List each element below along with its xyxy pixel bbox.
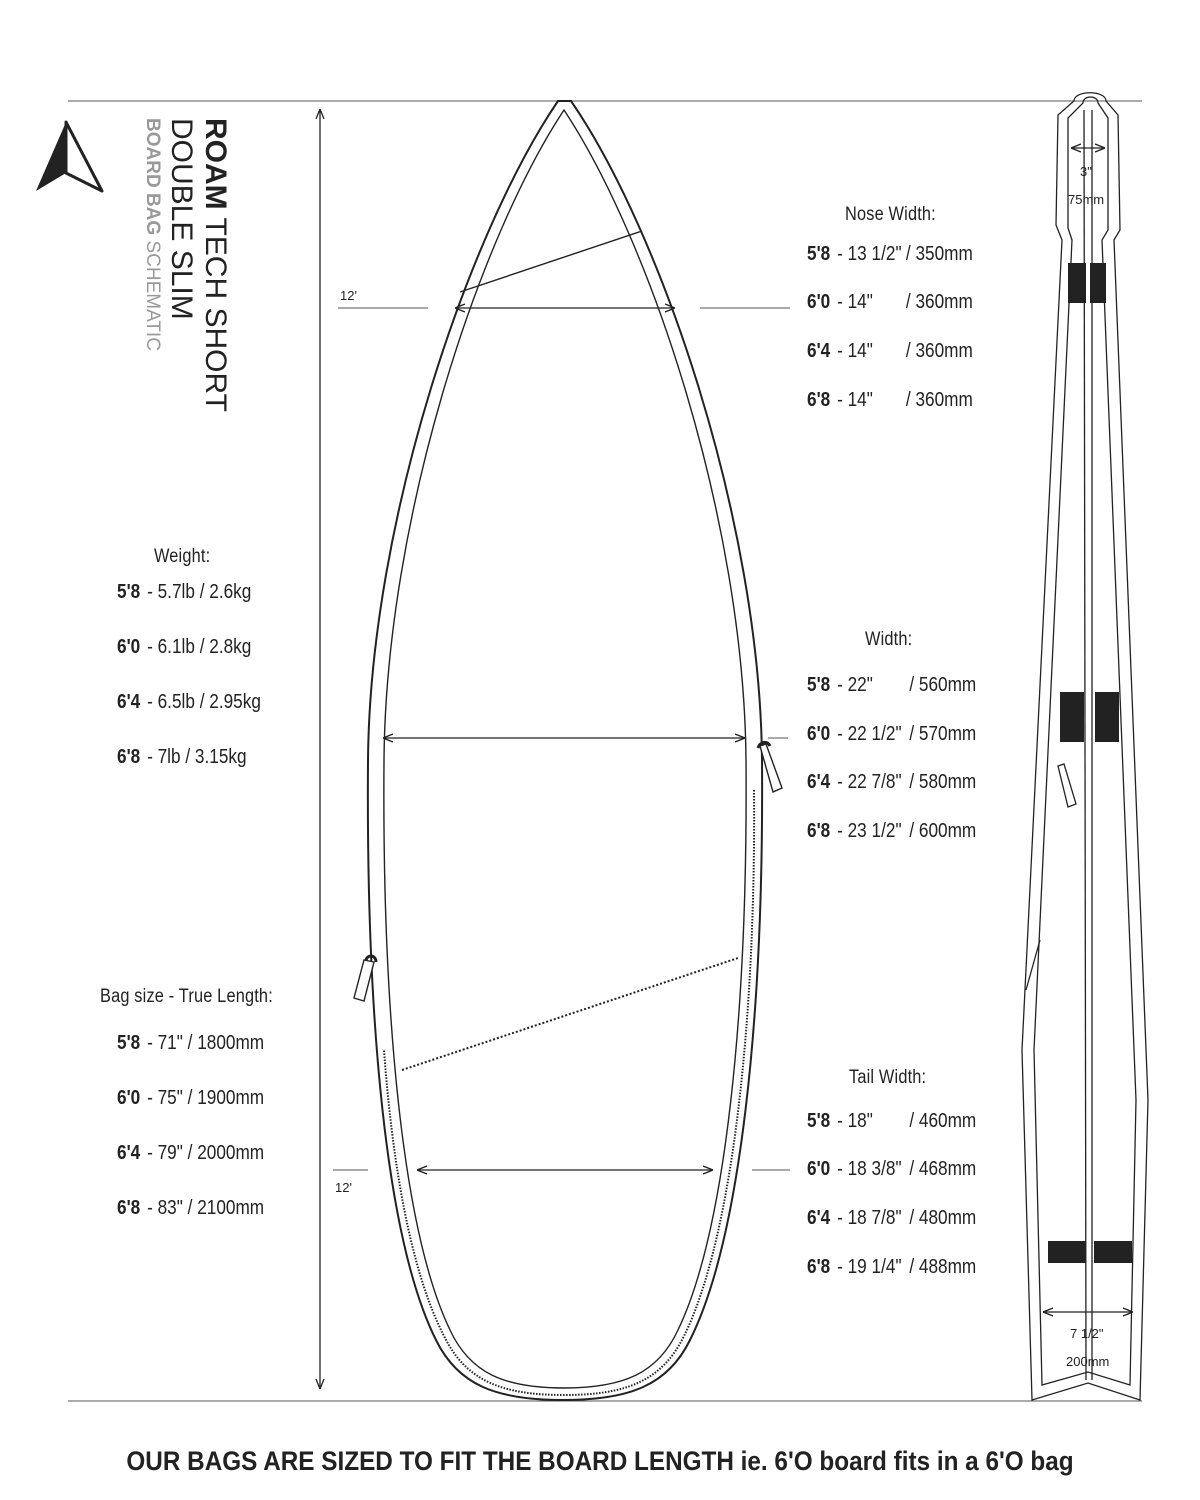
tail-width-heading: Tail Width: (849, 1067, 927, 1088)
tail-width-row: 6'0 - 18 3/8" / 468mm (807, 1158, 977, 1180)
tail-width-row: 6'4 - 18 7/8" / 480mm (807, 1207, 977, 1229)
tail-width-row: 6'8 - 19 1/4" / 488mm (807, 1256, 977, 1278)
nose-width-row: 6'8 - 14" / 360mm (807, 389, 973, 411)
bag-outline-inner (384, 110, 746, 1388)
width-row: 6'4 - 22 7/8" / 580mm (807, 771, 977, 793)
weight-heading: Weight: (154, 546, 211, 567)
side-strap (1048, 1241, 1086, 1263)
bag-size-row: 6'8 - 83" / 2100mm (117, 1197, 265, 1219)
weight-row: 5'8 - 5.7lb / 2.6kg (117, 581, 252, 603)
footer-note: OUR BAGS ARE SIZED TO FIT THE BOARD LENGTH ie. 6'O board fits in a 6'O bag (126, 1446, 1074, 1476)
bag-outline-outer (368, 101, 762, 1400)
bag-size-row: 5'8 - 71" / 1800mm (117, 1032, 265, 1054)
width-heading: Width: (865, 629, 913, 650)
side-top-inch: 3" (1080, 164, 1092, 179)
width-row: 6'8 - 23 1/2" / 600mm (807, 820, 977, 842)
nose-width-row: 5'8 - 13 1/2" / 350mm (807, 243, 973, 265)
side-strap (1060, 692, 1084, 742)
roam-logo-icon (36, 122, 102, 191)
side-bottom-mm: 200mm (1066, 1354, 1110, 1369)
width-row: 6'0 - 22 1/2" / 570mm (807, 723, 977, 745)
tail-mark-label: 12' (335, 1180, 352, 1195)
side-top-mm: 75mm (1068, 192, 1105, 207)
title-line-2: DOUBLE SLIM (165, 118, 198, 320)
bag-size-heading: Bag size - True Length: (100, 986, 273, 1007)
zipper-pull-icon (1058, 764, 1076, 807)
bag-size-row: 6'0 - 75" / 1900mm (117, 1087, 265, 1109)
side-strap (1090, 263, 1106, 303)
weight-row: 6'8 - 7lb / 3.15kg (117, 746, 247, 768)
title-line-1: ROAM TECH SHORT (199, 118, 232, 412)
product-title (140, 118, 232, 412)
nose-mark-label: 12' (340, 288, 357, 303)
tail-width-row: 5'8 - 18" / 460mm (807, 1110, 977, 1132)
bag-size-row: 6'4 - 79" / 2000mm (117, 1142, 265, 1164)
nose-width-row: 6'4 - 14" / 360mm (807, 340, 973, 362)
side-strap (1094, 1241, 1132, 1263)
tail-zip-line (402, 958, 738, 1070)
side-strap (1068, 263, 1086, 303)
nose-width-heading: Nose Width: (845, 204, 936, 225)
weight-row: 6'0 - 6.1lb / 2.8kg (117, 636, 252, 658)
weight-row: 6'4 - 6.5lb / 2.95kg (117, 691, 261, 713)
width-row: 5'8 - 22" / 560mm (807, 674, 977, 696)
side-bottom-inch: 7 1/2" (1070, 1326, 1104, 1341)
side-strap (1095, 692, 1119, 742)
title-line-3: BOARD BAG SCHEMATIC (142, 118, 163, 351)
nose-width-row: 6'0 - 14" / 360mm (807, 291, 973, 313)
